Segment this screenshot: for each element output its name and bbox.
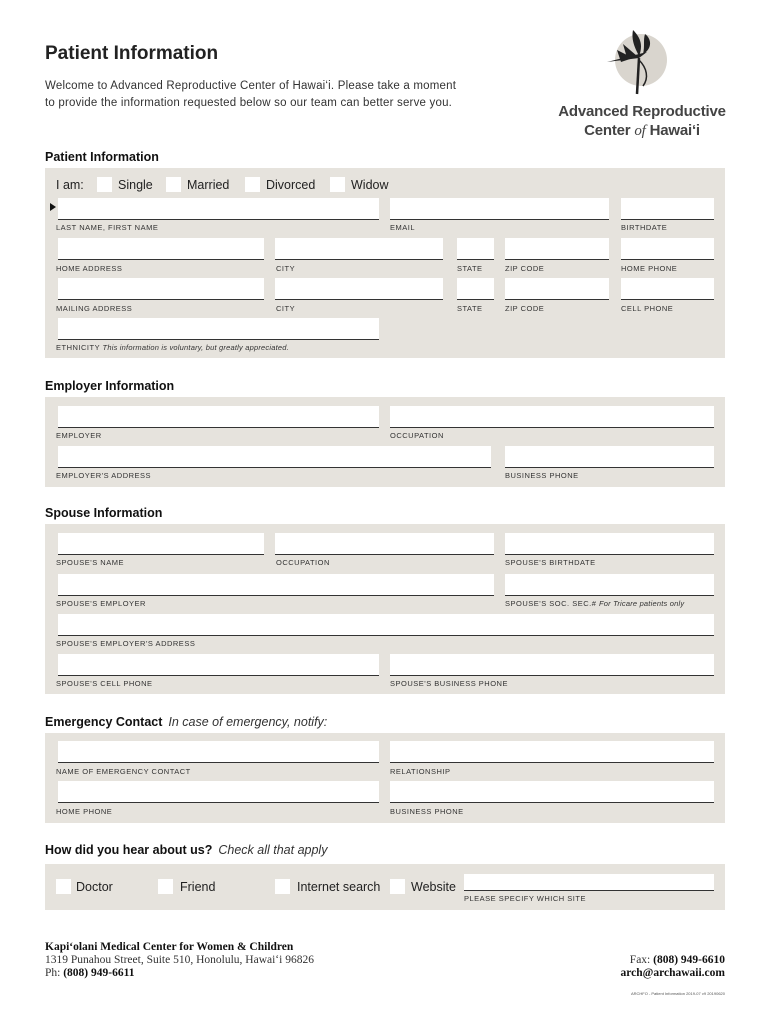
- home-phone-field[interactable]: [621, 238, 714, 260]
- referral-website-checkbox[interactable]: [390, 879, 405, 894]
- ethnicity-field[interactable]: [58, 318, 379, 340]
- spouse-occupation-field[interactable]: [275, 533, 494, 555]
- referral-subtitle: Check all that apply: [218, 843, 328, 857]
- occupation-field[interactable]: [390, 406, 714, 428]
- logo-line-1: Advanced Reproductive: [558, 103, 726, 120]
- spouse-employer-address-field[interactable]: [58, 614, 714, 636]
- spouse-ssn-note: For Tricare patients only: [598, 599, 685, 608]
- referral-title-text: How did you hear about us?: [45, 843, 213, 857]
- current-field-arrow-icon: [50, 203, 56, 211]
- emergency-subtitle: In case of emergency, notify:: [168, 715, 328, 729]
- bird-of-paradise-logo-icon: [603, 24, 667, 96]
- spouse-employer-label: SPOUSE'S EMPLOYER: [56, 599, 146, 608]
- business-phone-field[interactable]: [505, 446, 714, 468]
- employer-field[interactable]: [58, 406, 379, 428]
- footer-contact-block: [621, 954, 726, 980]
- spouse-ssn-label-text: SPOUSE'S SOC. SEC.#: [505, 599, 597, 608]
- spouse-panel: [45, 524, 725, 694]
- ethnicity-label: [56, 343, 289, 352]
- intro-line-2: to provide the information requested below so our team can better serve you.: [45, 97, 453, 109]
- intro-line-1: Welcome to Advanced Reproductive Center of Hawai‘i. Please take a moment: [45, 80, 457, 92]
- referral-internet-checkbox[interactable]: [275, 879, 290, 894]
- relationship-field[interactable]: [390, 741, 714, 763]
- spouse-business-phone-field[interactable]: [390, 654, 714, 676]
- spouse-section-title: Spouse Information: [45, 506, 163, 520]
- website-specify-field[interactable]: [464, 874, 714, 891]
- spouse-cell-phone-label: SPOUSE'S CELL PHONE: [56, 679, 153, 688]
- ethnicity-label-text: ETHNICITY: [56, 343, 100, 352]
- spouse-occupation-label: OCCUPATION: [276, 558, 330, 567]
- city-label: CITY: [276, 264, 296, 273]
- emergency-section-title: [45, 715, 327, 729]
- referral-panel: [45, 864, 725, 910]
- footer-email[interactable]: [621, 967, 726, 980]
- employer-panel: [45, 397, 725, 487]
- name-label: LAST NAME, FIRST NAME: [56, 223, 159, 232]
- website-specify-label: PLEASE SPECIFY WHICH SITE: [464, 894, 586, 903]
- ethnicity-note: This information is voluntary, but greatly appreciated.: [102, 343, 289, 352]
- footer-fax: (808) 949-6610: [653, 954, 725, 966]
- status-divorced-checkbox[interactable]: [245, 177, 260, 192]
- mailing-address-field[interactable]: [58, 278, 264, 300]
- emergency-name-label: NAME OF EMERGENCY CONTACT: [56, 767, 191, 776]
- cell-phone-label: CELL PHONE: [621, 304, 674, 313]
- referral-internet-label: Internet search: [297, 880, 381, 894]
- form-code: ARCHFO - Patient Information 2019-07 v9 20190620: [630, 991, 725, 996]
- status-married-label: Married: [187, 178, 230, 192]
- relationship-label: RELATIONSHIP: [390, 767, 451, 776]
- footer-phone: (808) 949-6611: [63, 967, 135, 979]
- status-divorced-label: Divorced: [266, 178, 316, 192]
- emergency-panel: [45, 733, 725, 823]
- spouse-ssn-field[interactable]: [505, 574, 714, 596]
- city-field[interactable]: [275, 238, 443, 260]
- footer-address: 1319 Punahou Street, Suite 510, Honolulu, Hawai‘i 96826: [45, 954, 314, 966]
- employer-section-title: Employer Information: [45, 379, 175, 393]
- cell-phone-field[interactable]: [621, 278, 714, 300]
- home-phone-label: HOME PHONE: [621, 264, 678, 273]
- footer-email-text[interactable]: arch@archawaii.com: [620, 967, 725, 979]
- referral-friend-label: Friend: [180, 880, 216, 894]
- logo-hawaii: Hawai‘i: [645, 122, 700, 139]
- referral-doctor-checkbox[interactable]: [56, 879, 71, 894]
- name-field[interactable]: [58, 198, 379, 220]
- spouse-business-phone-label: SPOUSE'S BUSINESS PHONE: [390, 679, 508, 688]
- zip-label: ZIP CODE: [505, 264, 545, 273]
- i-am-label: I am:: [56, 178, 84, 192]
- footer-address-block: [45, 941, 314, 980]
- referral-section-title: [45, 843, 327, 857]
- referral-friend-checkbox[interactable]: [158, 879, 173, 894]
- spouse-employer-field[interactable]: [58, 574, 494, 596]
- spouse-employer-address-label: SPOUSE'S EMPLOYER'S ADDRESS: [56, 639, 196, 648]
- logo-wordmark: [556, 102, 728, 141]
- employer-address-label: EMPLOYER'S ADDRESS: [56, 471, 152, 480]
- intro-text: [45, 78, 495, 112]
- logo-center: Center: [584, 122, 635, 139]
- email-label: EMAIL: [390, 223, 416, 232]
- spouse-cell-phone-field[interactable]: [58, 654, 379, 676]
- state-field[interactable]: [457, 238, 494, 260]
- status-married-checkbox[interactable]: [166, 177, 181, 192]
- employer-address-field[interactable]: [58, 446, 491, 468]
- referral-doctor-label: Doctor: [76, 880, 113, 894]
- emergency-business-phone-field[interactable]: [390, 781, 714, 803]
- patient-panel: [45, 168, 725, 358]
- footer-fax-line: [621, 954, 726, 967]
- home-address-field[interactable]: [58, 238, 264, 260]
- footer-phone-line: [45, 967, 314, 980]
- footer-phone-label: Ph:: [45, 967, 64, 979]
- mailing-state-field[interactable]: [457, 278, 494, 300]
- mailing-address-label: MAILING ADDRESS: [56, 304, 133, 313]
- spouse-ssn-label: [505, 599, 684, 608]
- footer-org-text: Kapi‘olani Medical Center for Women & Children: [45, 941, 294, 953]
- occupation-label: OCCUPATION: [390, 431, 444, 440]
- mailing-city-field[interactable]: [275, 278, 443, 300]
- logo-line-2: [556, 121, 728, 141]
- mailing-city-label: CITY: [276, 304, 296, 313]
- business-phone-label: BUSINESS PHONE: [505, 471, 579, 480]
- logo-of: of: [634, 123, 646, 139]
- status-single-label: Single: [118, 178, 153, 192]
- email-field[interactable]: [390, 198, 609, 220]
- employer-label: EMPLOYER: [56, 431, 102, 440]
- footer-org: [45, 941, 314, 954]
- mailing-state-label: STATE: [457, 304, 483, 313]
- mailing-zip-label: ZIP CODE: [505, 304, 545, 313]
- patient-section-title: Patient Information: [45, 150, 159, 164]
- emergency-business-phone-label: BUSINESS PHONE: [390, 807, 464, 816]
- page-title: Patient Information: [45, 43, 219, 64]
- birthdate-field[interactable]: [621, 198, 714, 220]
- status-widow-label: Widow: [351, 178, 389, 192]
- spouse-name-field[interactable]: [58, 533, 264, 555]
- zip-field[interactable]: [505, 238, 609, 260]
- spouse-birthdate-field[interactable]: [505, 533, 714, 555]
- emergency-title-text: Emergency Contact: [45, 715, 163, 729]
- status-single-checkbox[interactable]: [97, 177, 112, 192]
- emergency-name-field[interactable]: [58, 741, 379, 763]
- home-address-label: HOME ADDRESS: [56, 264, 123, 273]
- footer-fax-label: Fax:: [629, 954, 654, 966]
- mailing-zip-field[interactable]: [505, 278, 609, 300]
- status-widow-checkbox[interactable]: [330, 177, 345, 192]
- state-label: STATE: [457, 264, 483, 273]
- birthdate-label: BIRTHDATE: [621, 223, 668, 232]
- emergency-home-phone-field[interactable]: [58, 781, 379, 803]
- spouse-name-label: SPOUSE'S NAME: [56, 558, 124, 567]
- emergency-home-phone-label: HOME PHONE: [56, 807, 113, 816]
- referral-website-label: Website: [411, 880, 456, 894]
- spouse-birthdate-label: SPOUSE'S BIRTHDATE: [505, 558, 596, 567]
